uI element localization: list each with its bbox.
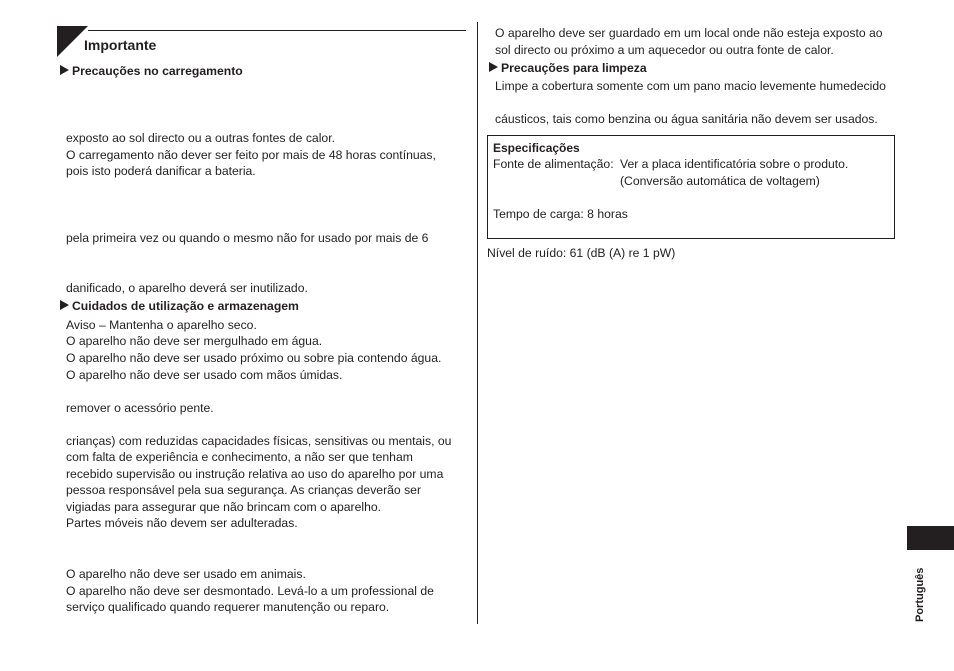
usage-line-3: O aparelho não deve ser usado próximo ou sobre pia contendo água. (66, 351, 442, 365)
usage-line-14: serviço qualificado quando requerer manutenção ou reparo. (66, 600, 390, 614)
triangle-bullet-icon (489, 62, 498, 72)
specs-charge-time: Tempo de carga: 8 horas (493, 207, 628, 221)
usage-line-6: crianças) com reduzidas capacidades físicas, sensitivas ou mentais, ou (66, 434, 452, 448)
usage-line-5: remover o acessório pente. (66, 401, 214, 415)
charging-heading (60, 64, 243, 78)
cleaning-line-1: Limpe a cobertura somente com um pano macio levemente humedecido (495, 79, 886, 93)
charging-line-1: exposto ao sol directo ou a outras fontes de calor. (66, 131, 335, 145)
charging-line-3: pois isto poderá danificar a bateria. (66, 164, 256, 178)
specs-power-label: Fonte de alimentação: (493, 157, 614, 171)
charging-line-2: O carregamento não dever ser feito por mais de 48 horas contínuas, (66, 148, 436, 162)
section-top-rule (88, 30, 466, 31)
cleaning-heading (489, 61, 647, 75)
cleaning-line-2: cáusticos, tais como benzina ou água sanitária não devem ser usados. (495, 112, 878, 126)
noise-level: Nível de ruído: 61 (dB (A) re 1 pW) (487, 246, 676, 260)
cleaning-heading-text: Precauções para limpeza (501, 61, 647, 75)
specs-heading: Especificações (493, 141, 580, 155)
usage-line-2: O aparelho não deve ser mergulhado em água. (66, 334, 323, 348)
usage-line-9: pessoa responsável pela sua segurança. As crianças deverão ser (66, 483, 422, 497)
usage-line-1: Aviso – Mantenha o aparelho seco. (66, 318, 257, 332)
usage-line-7: com falta de experiência e conhecimento, a não ser que tenham (66, 450, 413, 464)
charging-line-4: pela primeira vez ou quando o mesmo não for usado por mais de 6 (66, 231, 429, 245)
usage-heading (60, 299, 299, 313)
charging-heading-text: Precauções no carregamento (72, 64, 243, 78)
usage-line-4: O aparelho não deve ser usado com mãos úmidas. (66, 368, 343, 382)
specs-power-value: Ver a placa identificatória sobre o produto. (620, 157, 849, 171)
usage-line-13: O aparelho não deve ser desmontado. Levá-lo a um professional de (66, 584, 434, 598)
usage-line-12: O aparelho não deve ser usado em animais. (66, 567, 306, 581)
charging-line-5: danificado, o aparelho deverá ser inutilizado. (66, 281, 308, 295)
usage-heading-text: Cuidados de utilização e armazenagem (72, 299, 299, 313)
section-title: Importante (84, 37, 157, 53)
usage-line-10: vigiadas para assegurar que não brincam com o aparelho. (66, 500, 382, 514)
usage-line-11: Partes móveis não devem ser adulteradas. (66, 516, 298, 530)
triangle-bullet-icon (60, 65, 69, 75)
storage-line-1: O aparelho deve ser guardado em um local onde não esteja exposto ao (495, 26, 883, 40)
triangle-bullet-icon (60, 300, 69, 310)
column-divider (477, 22, 478, 624)
storage-line-2: sol directo ou próximo a um aquecedor ou outra fonte de calor. (495, 43, 834, 57)
usage-line-8: recebido supervisão ou instrução relativa ao uso do aparelho por uma (66, 467, 444, 481)
specs-power-note: (Conversão automática de voltagem) (620, 174, 820, 188)
language-tab-marker (907, 526, 954, 550)
language-tab-label: Português (914, 567, 926, 622)
